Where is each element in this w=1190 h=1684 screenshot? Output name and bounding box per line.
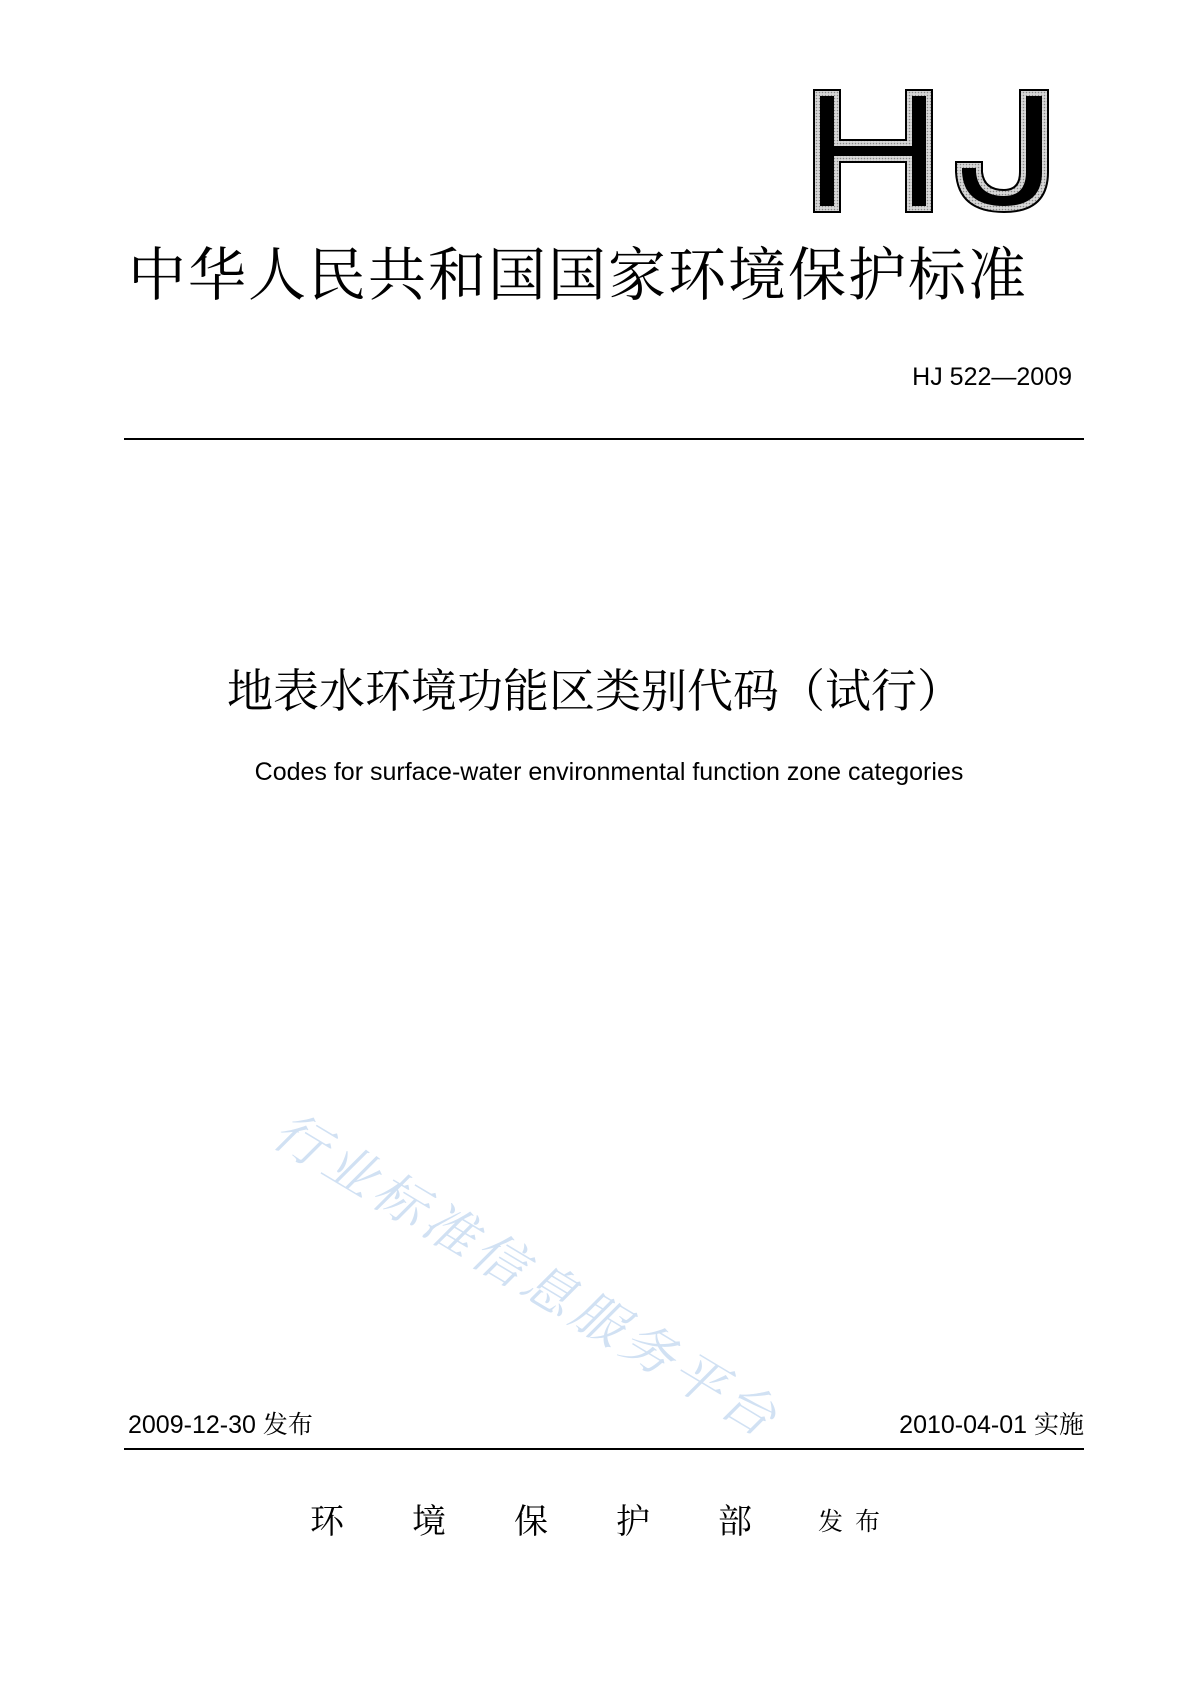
hj-logo [812, 88, 1052, 214]
implement-date: 2010-04-01 实施 [899, 1411, 1084, 1439]
logo-letter-h [814, 90, 932, 212]
document-title-english: Codes for surface-water environmental function zone categories [254, 758, 964, 786]
bottom-divider [124, 1448, 1084, 1450]
top-divider [124, 438, 1084, 440]
logo-letter-j [956, 90, 1048, 212]
standard-number: HJ 522—2009 [912, 363, 1072, 391]
publish-date: 2009-12-30 发布 [128, 1411, 313, 1439]
watermark: 行业标准信息服务平台 [262, 1101, 791, 1452]
standard-type-title: 中华人民共和国国家环境保护标准 [128, 241, 1029, 309]
publisher-name: 环境保护部 [310, 1502, 820, 1542]
document-title-chinese: 地表水环境功能区类别代码（试行） [227, 664, 963, 718]
publisher-suffix: 发布 [818, 1507, 893, 1536]
